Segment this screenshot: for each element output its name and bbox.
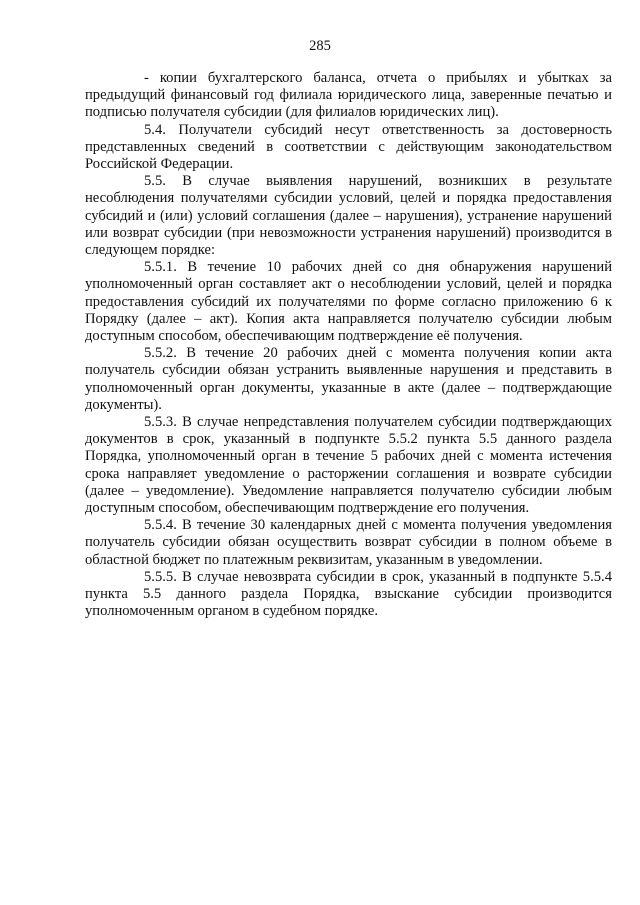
document-body	[85, 70, 612, 621]
paragraph-5-5-2: 5.5.2. В течение 20 рабочих дней с момента получения копии акта получатель субсидии обязан устранить выявленные нарушения и представить в уполномоченный орган документы, указанные в акте (далее – подтверждающие документы).	[85, 345, 612, 413]
paragraph-5-4: 5.4. Получатели субсидий несут ответственность за достоверность представленных сведений в соответствии с действующим законодательством Российской Федерации.	[85, 121, 612, 173]
paragraph-5-5: 5.5. В случае выявления нарушений, возникших в результате несоблюдения получателями субсидии условий, целей и порядка предоставления субсидий и (или) условий соглашения (далее – нарушения), устранение нарушений или возврат субсидии (при невозможности устранения нарушений) производится в следующем порядке:	[85, 173, 612, 259]
page-number: 285	[309, 38, 331, 54]
paragraph-5-5-5: 5.5.5. В случае невозврата субсидии в срок, указанный в подпункте 5.5.4 пункта 5.5 данного раздела Порядка, взыскание субсидии производится уполномоченным органом в судебном порядке.	[85, 568, 612, 620]
paragraph-5-5-4: 5.5.4. В течение 30 календарных дней с момента получения уведомления получатель субсидии обязан осуществить возврат субсидии в полном объеме в областной бюджет по платежным реквизитам, указанным в уведомлении.	[85, 517, 612, 568]
paragraph-balance-copies: - копии бухгалтерского баланса, отчета о прибылях и убытках за предыдущий финансовый год филиала юридического лица, заверенные печатью и подписью получателя субсидии (для филиалов юридических лиц).	[85, 70, 612, 121]
paragraph-5-5-3: 5.5.3. В случае непредставления получателем субсидии подтверждающих документов в срок, указанный в подпункте 5.5.2 пункта 5.5 данного раздела Порядка, уполномоченный орган в течение 5 рабочих дней с момента истечения срока направляет уведомление о расторжении соглашения и возврате субсидии (далее – уведомление). Уведомление направляется получателю субсидии любым доступным способом, обеспечивающим подтверждение его получения.	[85, 414, 612, 517]
paragraph-5-5-1: 5.5.1. В течение 10 рабочих дней со дня обнаружения нарушений уполномоченный орган составляет акт о несоблюдении условий, целей и порядка предоставления субсидий их получателями по форме согласно приложению 6 к Порядку (далее – акт). Копия акта направляется получателю субсидии любым доступным способом, обеспечивающим подтверждение её получения.	[85, 259, 612, 345]
